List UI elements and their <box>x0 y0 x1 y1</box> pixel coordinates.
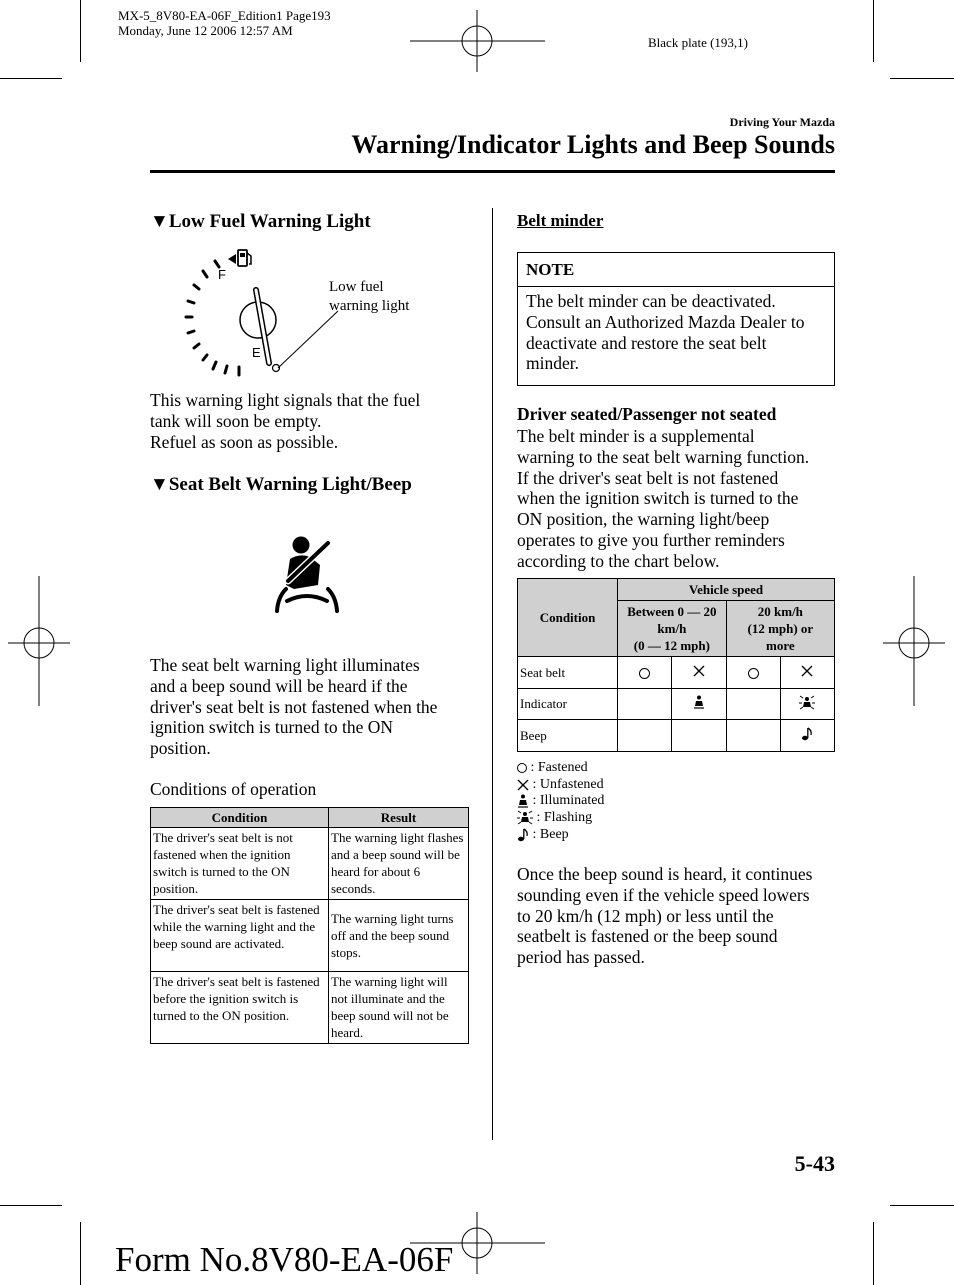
crop-mark <box>0 78 62 79</box>
text-line: minder. <box>526 353 579 374</box>
text-line: sounding even if the vehicle speed lowers <box>517 884 810 905</box>
print-date: Monday, June 12 2006 12:57 AM <box>118 23 293 38</box>
row-label: Beep <box>518 720 618 752</box>
seat-belt-row <box>518 657 835 689</box>
crop-mark <box>873 0 874 62</box>
text-line: tank will soon be empty. <box>150 410 322 431</box>
gauge-full-label: F <box>218 267 226 282</box>
note-body <box>518 287 834 374</box>
empty-cell <box>726 689 780 720</box>
fuel-pump-icon <box>238 250 251 266</box>
table-row <box>151 900 469 972</box>
text-line: Once the beep sound is heard, it continues <box>517 864 813 884</box>
text-line: to 20 km/h (12 mph) or less until the <box>517 905 774 926</box>
triangle-bullet-icon: ▼ <box>150 211 169 232</box>
low-fuel-paragraph <box>150 390 420 452</box>
empty-cell <box>726 720 780 752</box>
unfastened-icon <box>672 657 726 689</box>
legend-illuminated <box>517 792 604 809</box>
table-cell: The warning light will not illuminate and the beep sound will not be heard. <box>329 972 469 1044</box>
illuminated-icon <box>517 794 529 808</box>
empty-cell <box>618 720 672 752</box>
crop-mark <box>80 0 81 62</box>
empty-cell <box>618 689 672 720</box>
text-line: deactivate and restore the seat belt <box>526 332 767 353</box>
fastened-icon <box>726 657 780 689</box>
table-cell: The driver's seat belt is fastened while the warning light and the beep sound are activated. <box>151 900 329 972</box>
indicator-row <box>518 689 835 720</box>
text-line: warning to the seat belt warning function. <box>517 446 810 467</box>
table-header: Condition <box>151 808 329 828</box>
text-line: and a beep sound will be heard if the <box>150 675 408 696</box>
text-line: km/h <box>657 621 687 636</box>
row-label: Seat belt <box>518 657 618 689</box>
unfastened-icon <box>517 779 529 791</box>
conditions-table <box>150 807 469 1044</box>
legend-beep <box>517 826 569 843</box>
chart-header-row <box>518 579 835 601</box>
unfastened-icon <box>780 657 834 689</box>
legend-flashing <box>517 809 592 826</box>
triangle-bullet-icon: ▼ <box>150 474 169 495</box>
text-line: period has passed. <box>517 947 645 968</box>
table-row <box>151 972 469 1044</box>
seat-belt-heading-text: Seat Belt Warning Light/Beep <box>168 474 412 495</box>
closing-paragraph <box>517 864 812 968</box>
text-line: 20 km/h <box>757 604 803 619</box>
crop-mark <box>890 1205 954 1206</box>
table-cell: The warning light turns off and the beep sound stops. <box>329 900 469 972</box>
beep-row <box>518 720 835 752</box>
registration-mark-top <box>410 10 545 72</box>
plate-label: Black plate (193,1) <box>648 35 748 50</box>
text-line: Between 0 — 20 <box>627 604 717 619</box>
low-fuel-heading-text: Low Fuel Warning Light <box>168 211 371 232</box>
beep-icon <box>780 720 834 752</box>
form-number: Form No.8V80-EA-06F <box>115 1240 454 1279</box>
seat-belt-warning-icon <box>272 535 342 615</box>
conditions-label: Conditions of operation <box>150 779 317 799</box>
belt-minder-heading: Belt minder <box>517 211 604 230</box>
section-label: Driving Your Mazda <box>729 115 835 129</box>
crop-mark <box>890 78 954 79</box>
header-rule <box>150 170 835 173</box>
crop-mark <box>0 1205 62 1206</box>
print-info <box>118 8 331 38</box>
text-line: The belt minder can be deactivated. <box>526 291 776 311</box>
text-line: position. <box>150 738 211 759</box>
callout-line-2: warning light <box>329 298 410 314</box>
text-line: The seat belt warning light illuminates <box>150 655 420 675</box>
row-label: Indicator <box>518 689 618 720</box>
fastened-icon <box>618 657 672 689</box>
crop-mark <box>80 1222 81 1285</box>
seat-belt-heading <box>150 474 412 496</box>
legend-fastened <box>517 759 588 776</box>
callout-line-1: Low fuel <box>329 279 384 295</box>
vehicle-speed-header: Vehicle speed <box>618 579 835 601</box>
legend-text: : Beep <box>532 827 569 842</box>
condition-header: Condition <box>518 579 618 657</box>
page-title: Warning/Indicator Lights and Beep Sounds <box>351 130 835 159</box>
illuminated-icon <box>672 689 726 720</box>
table-header-row <box>151 808 469 828</box>
table-cell: The driver's seat belt is not fastened when the ignition switch is turned to the ON position. <box>151 828 329 900</box>
text-line: (0 — 12 mph) <box>633 638 710 653</box>
text-line: driver's seat belt is not fastened when the <box>150 696 438 717</box>
fuel-door-arrow-icon <box>228 254 236 264</box>
seat-belt-paragraph <box>150 655 437 759</box>
table-cell: The warning light flashes and a beep sound will be heard for about 6 seconds. <box>329 828 469 900</box>
callout-line <box>270 310 340 375</box>
legend-text: : Illuminated <box>532 793 605 808</box>
beep-icon <box>517 828 529 842</box>
crop-mark <box>873 1222 874 1285</box>
legend-text: : Fastened <box>530 760 588 775</box>
print-file-name: MX-5_8V80-EA-06F_Edition1 Page193 <box>118 8 331 23</box>
text-line: ON position, the warning light/beep <box>517 509 770 530</box>
text-line: The belt minder is a supplemental <box>517 426 755 446</box>
text-line: If the driver's seat belt is not fastened <box>517 467 779 488</box>
fastened-icon <box>517 763 527 773</box>
belt-minder-subheading: Driver seated/Passenger not seated <box>517 404 777 424</box>
text-line: operates to give you further reminders <box>517 529 785 550</box>
low-fuel-heading <box>150 211 371 233</box>
text-line: (12 mph) or <box>747 621 814 636</box>
text-line: according to the chart below. <box>517 550 720 571</box>
text-line: This warning light signals that the fuel <box>150 390 421 410</box>
text-line: Refuel as soon as possible. <box>150 431 339 452</box>
page-number: 5-43 <box>794 1151 835 1176</box>
column-divider <box>492 208 493 1140</box>
legend-unfastened <box>517 776 604 793</box>
note-box <box>517 252 835 386</box>
gauge-empty-label: E <box>252 345 261 360</box>
flashing-icon <box>780 689 834 720</box>
legend-text: : Flashing <box>536 810 593 825</box>
text-line: Consult an Authorized Mazda Dealer to <box>526 311 805 332</box>
flashing-icon <box>517 810 533 825</box>
note-title: NOTE <box>518 253 834 287</box>
registration-mark-right <box>883 576 945 706</box>
text-line: when the ignition switch is turned to the <box>517 488 799 509</box>
legend-text: : Unfastened <box>532 777 604 792</box>
belt-minder-chart <box>517 578 835 752</box>
registration-mark-left <box>8 576 70 706</box>
table-header: Result <box>329 808 469 828</box>
text-line: ignition switch is turned to the ON <box>150 717 394 738</box>
table-row <box>151 828 469 900</box>
belt-minder-paragraph <box>517 426 809 572</box>
empty-cell <box>672 720 726 752</box>
speed-high-header <box>726 601 834 657</box>
text-line: seatbelt is fastened or the beep sound <box>517 926 778 947</box>
table-cell: The driver's seat belt is fastened before the ignition switch is turned to the ON position. <box>151 972 329 1044</box>
text-line: more <box>766 638 795 653</box>
speed-low-header <box>618 601 727 657</box>
low-fuel-callout <box>329 278 409 316</box>
